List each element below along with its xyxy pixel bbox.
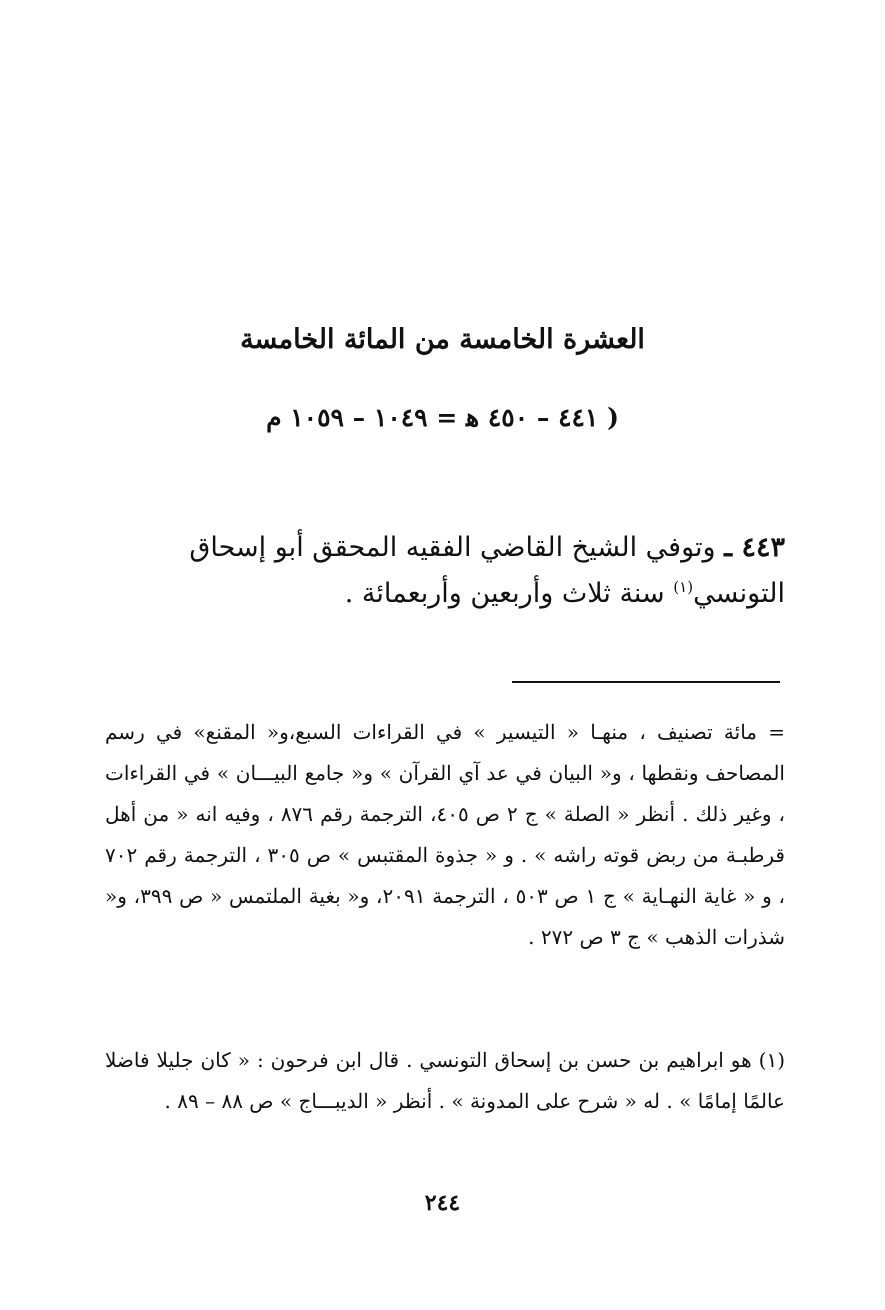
page-number: ٢٤٤ — [424, 1190, 461, 1216]
footnote-1: (١) هو ابراهيم بن حسن بن إسحاق التونسي . قال ابن فرحون : « كان جليلا فاضلا عالمًا إمامًا » . له « شرح على المدونة » . أنظر « الديبـــاج » ص ٨٨ – ٨٩ . — [105, 1048, 785, 1113]
entry-paragraph — [105, 525, 785, 617]
section-title: العشرة الخامسة من المائة الخامسة — [240, 324, 645, 355]
entry-text-end: سنة ثلاث وأربعين وأربعمائة . — [344, 578, 665, 609]
entry-number: ٤٤٣ ـ — [724, 532, 785, 563]
date-range: ( ٤٤١ – ٤٥٠ ﻫ = ١٠٤٩ – ١٠٥٩ م — [266, 403, 619, 432]
footnote-reference: (١) — [673, 578, 694, 596]
footnote-continuation: = مائة تصنيف ، منهـا « التيسير » في القراءات السبع،و« المقنع» في رسم المصاحف ونقطها ، و« البيان في عد آي القرآن » و« جامع البيـــان » في القراءات ، وغير ذلك . أنظر « الصلة » ج ٢ ص ٤٠٥، الترجمة رقم ٨٧٦ ، وفيه انه « من أهل قرطبـة من ربض قوته راشه » . و « جذوة المقتبس » ص ٣٠٥ ، الترجمة رقم ٧٠٢ ، و « غاية النهـاية » ج ١ ص ٥٠٣ ، الترجمة ٢٠٩١، و« بغية الملتمس « ص ٣٩٩، و« شذرات الذهب » ج ٣ ص ٢٧٢ . — [105, 720, 785, 949]
entry-text: وتوفي الشيخ القاضي الفقيه المحقق أبو إسحاق التونسي — [189, 532, 785, 609]
footnote-divider — [512, 681, 780, 683]
